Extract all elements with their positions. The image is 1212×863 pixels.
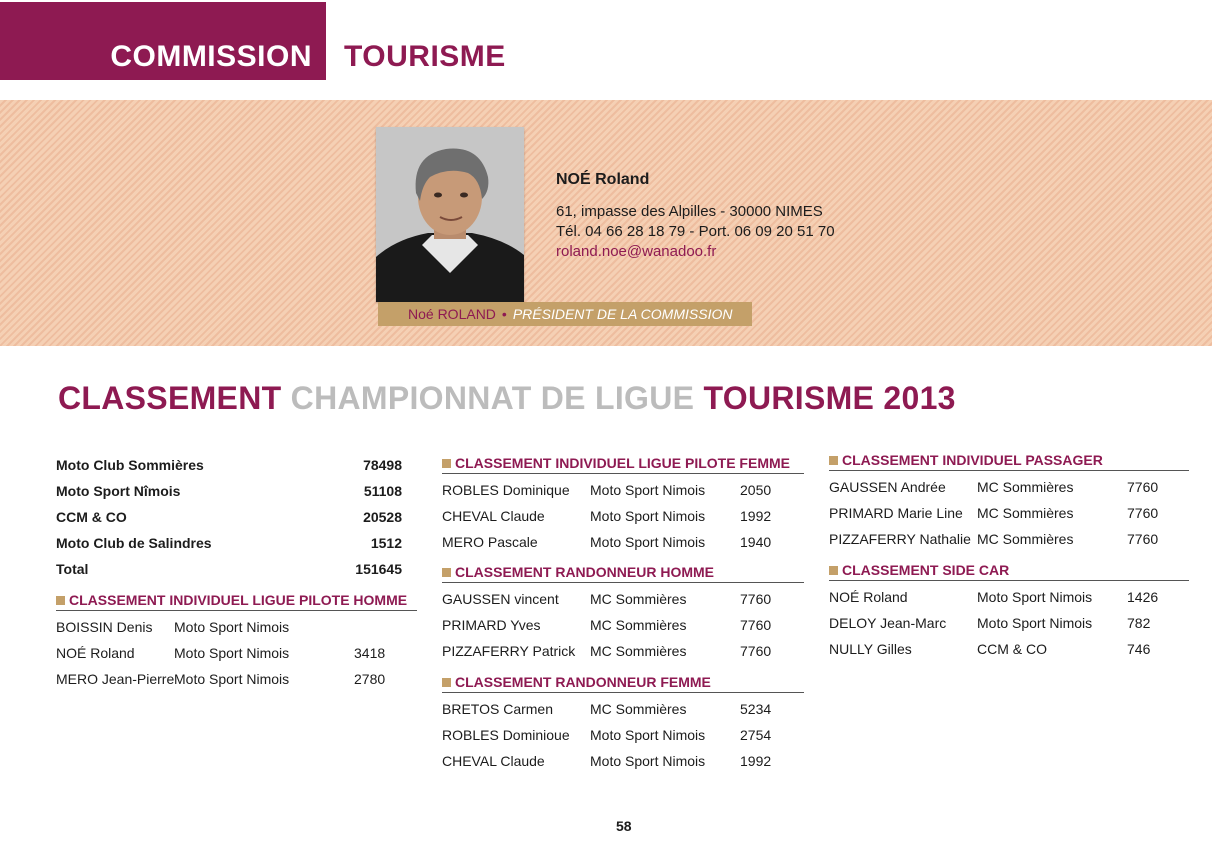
section-heading: CLASSEMENT INDIVIDUEL PASSAGER bbox=[829, 450, 1189, 471]
rider-name: GAUSSEN vincent bbox=[442, 591, 559, 607]
header-tab-label: COMMISSION bbox=[110, 40, 312, 73]
rider-club: MC Sommières bbox=[590, 591, 687, 607]
bullet-square-icon bbox=[442, 459, 451, 468]
rider-club: Moto Sport Nimois bbox=[174, 619, 290, 635]
caption-name: Noé ROLAND bbox=[408, 306, 496, 322]
president-photo bbox=[376, 127, 524, 302]
section-heading: CLASSEMENT INDIVIDUEL LIGUE PILOTE FEMME bbox=[442, 453, 804, 474]
caption-role: PRÉSIDENT DE LA COMMISSION bbox=[512, 306, 733, 322]
club-points: 20528 bbox=[363, 509, 402, 525]
rider-name: PIZZAFERRY Patrick bbox=[442, 643, 576, 659]
ranking-row bbox=[442, 529, 804, 555]
rider-points: 7760 bbox=[740, 617, 772, 633]
rider-club: Moto Sport Nimois bbox=[977, 615, 1093, 631]
club-ranking-table bbox=[56, 452, 402, 582]
rider-name: DELOY Jean-Marc bbox=[829, 615, 947, 631]
rider-points: 2050 bbox=[740, 482, 772, 498]
main-title-part1: CLASSEMENT bbox=[58, 380, 282, 416]
bullet-square-icon bbox=[829, 456, 838, 465]
club-name: Moto Club Sommières bbox=[56, 457, 204, 473]
rider-club: MC Sommières bbox=[977, 479, 1074, 495]
ranking-row bbox=[829, 610, 1189, 636]
rider-points: 1940 bbox=[740, 534, 772, 550]
club-name: Moto Club de Salindres bbox=[56, 535, 212, 551]
contact-block bbox=[556, 170, 835, 262]
ranking-row bbox=[442, 638, 804, 664]
rider-name: NULLY Gilles bbox=[829, 641, 912, 657]
header-title: TOURISME bbox=[344, 40, 506, 73]
rider-points: 7760 bbox=[1127, 479, 1159, 495]
rider-club: MC Sommières bbox=[977, 531, 1074, 547]
header-tab bbox=[0, 2, 326, 80]
rider-points: 5234 bbox=[740, 701, 772, 717]
main-title-part3: TOURISME 2013 bbox=[703, 380, 956, 416]
bullet-square-icon bbox=[442, 678, 451, 687]
rider-points: 746 bbox=[1127, 641, 1151, 657]
section-heading: CLASSEMENT INDIVIDUEL LIGUE PILOTE HOMME bbox=[56, 590, 417, 611]
caption-separator-dot: • bbox=[501, 306, 507, 322]
ranking-row bbox=[56, 666, 417, 692]
rider-name: PRIMARD Yves bbox=[442, 617, 541, 633]
rider-points: 782 bbox=[1127, 615, 1151, 631]
bullet-square-icon bbox=[56, 596, 65, 605]
rider-name: NOÉ Roland bbox=[56, 645, 135, 661]
section-passager bbox=[829, 450, 1189, 552]
rider-name: MERO Jean-Pierre bbox=[56, 671, 175, 687]
ranking-row bbox=[56, 640, 417, 666]
rider-club: MC Sommières bbox=[590, 701, 687, 717]
rider-points: 1426 bbox=[1127, 589, 1159, 605]
bullet-square-icon bbox=[442, 568, 451, 577]
rider-points: 7760 bbox=[1127, 505, 1159, 521]
rider-points: 7760 bbox=[740, 643, 772, 659]
rider-points: 7760 bbox=[1127, 531, 1159, 547]
rider-club: MC Sommières bbox=[977, 505, 1074, 521]
club-points: 51108 bbox=[363, 483, 402, 499]
club-name: Moto Sport Nîmois bbox=[56, 483, 181, 499]
ranking-row bbox=[829, 526, 1189, 552]
rider-club: MC Sommières bbox=[590, 617, 687, 633]
rider-club: Moto Sport Nimois bbox=[174, 645, 290, 661]
club-row bbox=[56, 504, 402, 530]
portrait-illustration bbox=[376, 127, 524, 302]
rider-points: 3418 bbox=[354, 645, 386, 661]
rider-points: 2754 bbox=[740, 727, 772, 743]
ranking-row bbox=[442, 477, 804, 503]
main-title bbox=[58, 380, 956, 417]
contact-address: 61, impasse des Alpilles - 30000 NIMES bbox=[556, 203, 823, 220]
rider-club: Moto Sport Nimois bbox=[590, 482, 706, 498]
section-pilote-homme bbox=[56, 590, 417, 692]
club-name: Total bbox=[56, 561, 89, 577]
ranking-row bbox=[442, 722, 804, 748]
rider-club: Moto Sport Nimois bbox=[590, 508, 706, 524]
ranking-row bbox=[829, 474, 1189, 500]
bullet-square-icon bbox=[829, 566, 838, 575]
ranking-row bbox=[56, 614, 417, 640]
rider-name: GAUSSEN Andrée bbox=[829, 479, 946, 495]
club-points: 1512 bbox=[370, 535, 402, 551]
section-heading: CLASSEMENT SIDE CAR bbox=[829, 560, 1189, 581]
page-number: 58 bbox=[616, 818, 632, 834]
rider-name: CHEVAL Claude bbox=[442, 508, 545, 524]
rider-name: ROBLES Dominioue bbox=[442, 727, 570, 743]
rider-club: Moto Sport Nimois bbox=[174, 671, 290, 687]
club-name: CCM & CO bbox=[56, 509, 127, 525]
ranking-row bbox=[442, 503, 804, 529]
ranking-row bbox=[442, 586, 804, 612]
rider-name: NOÉ Roland bbox=[829, 589, 908, 605]
ranking-row bbox=[829, 500, 1189, 526]
club-row bbox=[56, 478, 402, 504]
section-randonneur-femme bbox=[442, 672, 804, 774]
section-heading: CLASSEMENT RANDONNEUR FEMME bbox=[442, 672, 804, 693]
rider-name: MERO Pascale bbox=[442, 534, 538, 550]
main-title-part2: CHAMPIONNAT DE LIGUE bbox=[290, 380, 695, 416]
club-row bbox=[56, 452, 402, 478]
ranking-row bbox=[829, 636, 1189, 662]
section-pilote-femme bbox=[442, 453, 804, 555]
contact-email[interactable]: roland.noe@wanadoo.fr bbox=[556, 243, 717, 260]
ranking-row bbox=[442, 612, 804, 638]
rider-club: Moto Sport Nimois bbox=[977, 589, 1093, 605]
rider-club: MC Sommières bbox=[590, 643, 687, 659]
photo-caption bbox=[378, 302, 752, 326]
contact-phone: Tél. 04 66 28 18 79 - Port. 06 09 20 51 70 bbox=[556, 223, 835, 240]
rider-points: 2780 bbox=[354, 671, 386, 687]
contact-name: NOÉ Roland bbox=[556, 171, 650, 188]
ranking-row bbox=[442, 748, 804, 774]
rider-club: Moto Sport Nimois bbox=[590, 753, 706, 769]
rider-points: 1992 bbox=[740, 508, 772, 524]
rider-name: PRIMARD Marie Line bbox=[829, 505, 963, 521]
ranking-row bbox=[829, 584, 1189, 610]
rider-points: 1992 bbox=[740, 753, 772, 769]
section-randonneur-homme bbox=[442, 562, 804, 664]
rider-name: PIZZAFERRY Nathalie bbox=[829, 531, 971, 547]
section-heading: CLASSEMENT RANDONNEUR HOMME bbox=[442, 562, 804, 583]
rider-club: CCM & CO bbox=[977, 641, 1047, 657]
club-row bbox=[56, 530, 402, 556]
club-points: 78498 bbox=[363, 457, 402, 473]
rider-name: CHEVAL Claude bbox=[442, 753, 545, 769]
section-side-car bbox=[829, 560, 1189, 662]
rider-points: 7760 bbox=[740, 591, 772, 607]
rider-club: Moto Sport Nimois bbox=[590, 727, 706, 743]
ranking-row bbox=[442, 696, 804, 722]
rider-name: BRETOS Carmen bbox=[442, 701, 553, 717]
rider-club: Moto Sport Nimois bbox=[590, 534, 706, 550]
club-total-row bbox=[56, 556, 402, 582]
rider-name: BOISSIN Denis bbox=[56, 619, 153, 635]
club-points: 151645 bbox=[355, 561, 402, 577]
rider-name: ROBLES Dominique bbox=[442, 482, 570, 498]
